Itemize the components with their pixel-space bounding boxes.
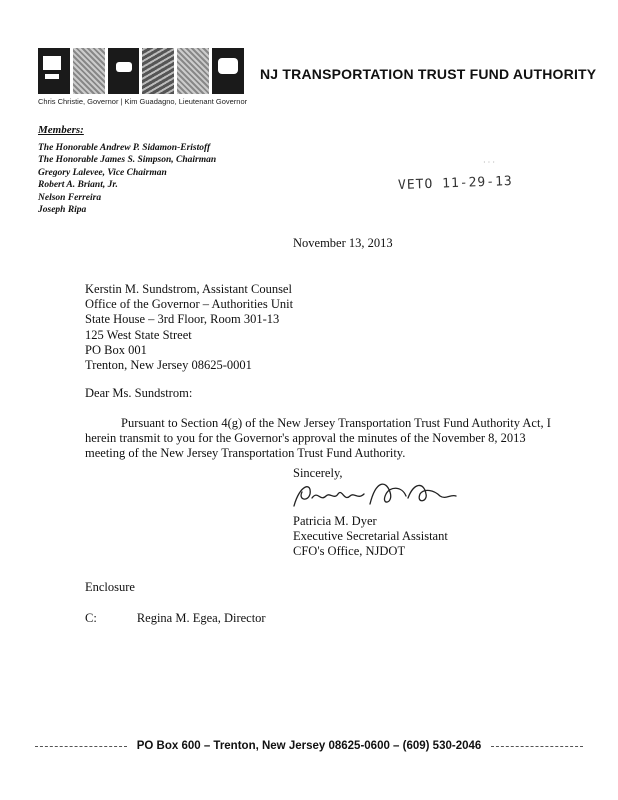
address-line: State House – 3rd Floor, Room 301-13 bbox=[85, 312, 280, 327]
cc-recipient: Regina M. Egea, Director bbox=[136, 611, 266, 625]
footer-rule-right bbox=[491, 746, 583, 747]
footer-rule-left bbox=[35, 746, 127, 747]
member-item: Joseph Ripa bbox=[38, 205, 87, 216]
address-line: PO Box 001 bbox=[85, 342, 147, 357]
member-item: The Honorable James S. Simpson, Chairman bbox=[38, 155, 217, 166]
road-icon bbox=[73, 48, 105, 94]
bridge-icon bbox=[177, 48, 209, 94]
margin-mark: · · · bbox=[483, 158, 495, 167]
address-line: Kerstin M. Sundstrom, Assistant Counsel bbox=[85, 282, 292, 296]
members-list bbox=[38, 142, 216, 216]
handwritten-veto-note: VETO 11-29-13 bbox=[397, 174, 513, 193]
cc-line bbox=[85, 611, 266, 626]
body-paragraph: Pursuant to Section 4(g) of the New Jersey Transportation Trust Fund Authority Act, I herein transmit to you for the Governor's approval the minutes of the November 8, 2013 meeting of the New Jersey Transportation Trust Fund Authority. bbox=[85, 416, 551, 461]
member-item: Nelson Ferreira bbox=[38, 192, 102, 203]
salutation: Dear Ms. Sundstrom: bbox=[85, 386, 193, 400]
letter-date: November 13, 2013 bbox=[293, 236, 393, 250]
bus-icon bbox=[38, 48, 70, 94]
member-item: Robert A. Briant, Jr. bbox=[38, 180, 118, 191]
signature-image bbox=[290, 476, 460, 516]
member-item: The Honorable Andrew P. Sidamon-Eristoff bbox=[38, 143, 211, 153]
signer-office: CFO's Office, NJDOT bbox=[293, 544, 406, 559]
signer-title: Executive Secretarial Assistant bbox=[293, 529, 448, 544]
agency-name: NJ TRANSPORTATION TRUST FUND AUTHORITY bbox=[260, 66, 597, 82]
footer bbox=[35, 740, 583, 752]
signer-name: Patricia M. Dyer bbox=[293, 514, 377, 528]
address-line: 125 West State Street bbox=[85, 327, 192, 342]
enclosure-note: Enclosure bbox=[85, 580, 135, 594]
officials-line: Chris Christie, Governor | Kim Guadagno, Lieutenant Governor bbox=[38, 97, 248, 106]
address-line: Office of the Governor – Authorities Unit bbox=[85, 297, 294, 312]
recipient-address bbox=[85, 282, 293, 373]
signer-block bbox=[293, 514, 448, 560]
cc-label: C: bbox=[85, 611, 97, 625]
member-item: Gregory Lalevee, Vice Chairman bbox=[38, 167, 167, 178]
address-line: Trenton, New Jersey 08625-0001 bbox=[85, 358, 252, 373]
members-heading: Members: bbox=[38, 124, 84, 136]
closing: Sincerely, bbox=[293, 466, 343, 480]
train-icon bbox=[212, 48, 244, 94]
footer-address: PO Box 600 – Trenton, New Jersey 08625-0600 – (609) 530-2046 bbox=[136, 740, 482, 752]
highway-icon bbox=[142, 48, 174, 94]
car-icon bbox=[108, 48, 140, 94]
letterhead-logo bbox=[38, 48, 244, 94]
